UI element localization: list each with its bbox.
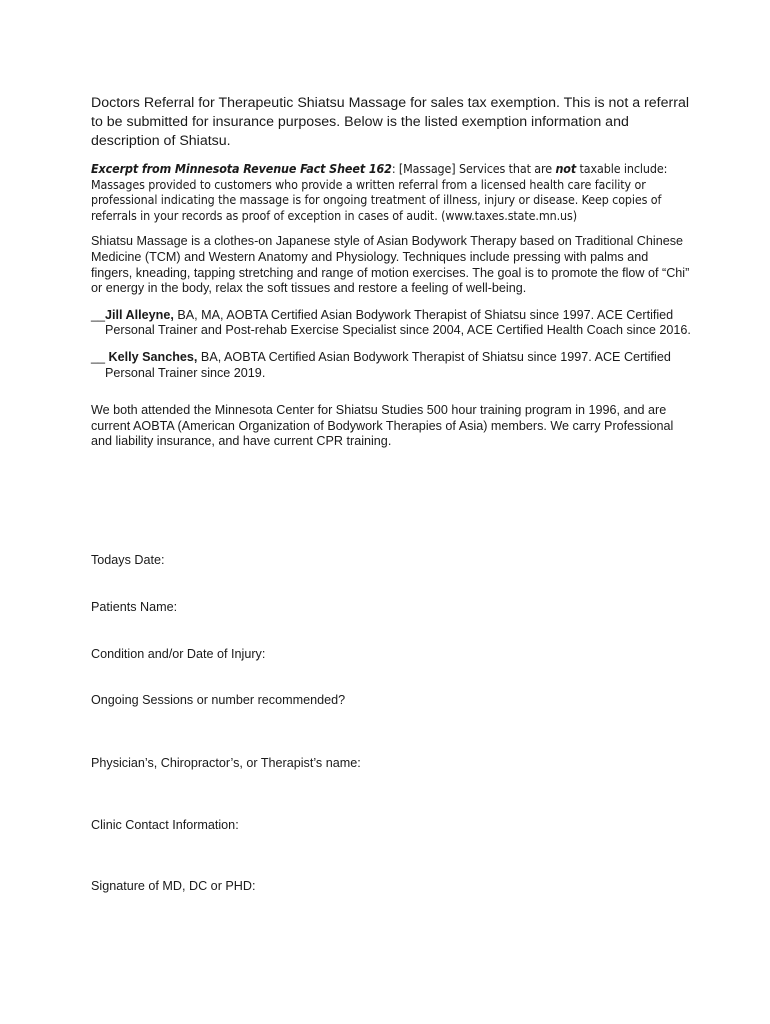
therapist-name-jill: Jill Alleyne, [105, 307, 174, 322]
intro-paragraph: Doctors Referral for Therapeutic Shiatsu Massage for sales tax exemption. This is not a referral to be submitted for insurance purposes. Below is the listed exemption information and description of Shiatsu. [91, 95, 689, 149]
patient-name-field[interactable]: Patients Name: [91, 600, 178, 614]
excerpt-paragraph [91, 161, 691, 223]
shiatsu-description: Shiatsu Massage is a clothes-on Japanese style of Asian Bodywork Therapy based on Traditional Chinese Medicine (TCM) and Western Anatomy and Physiology. Techniques include pressing with palms and fingers, kneading, tapping stretching and range of motion exercises. The goal is to promote the flow of “Chi” or energy in the body, relax the soft tissues and restore a feeling of well-being. [91, 234, 690, 296]
checkbox-blank-kelly[interactable]: __ [91, 349, 109, 364]
excerpt-text-1: : [Massage] Services that are [391, 161, 556, 176]
therapist-name-kelly: Kelly Sanches, [108, 349, 198, 364]
signature-field[interactable]: Signature of MD, DC or PHD: [91, 879, 256, 893]
excerpt-emphasis: not [555, 161, 577, 176]
clinic-contact-field[interactable]: Clinic Contact Information: [91, 818, 239, 832]
document-body [91, 94, 691, 461]
physician-name-field[interactable]: Physician’s, Chiropractor’s, or Therapist’s name: [91, 756, 361, 770]
excerpt-text-2: taxable include: Massages provided to customers who provide a written referral from a licensed health care facility or professional indicating the massage is for ongoing treatment of illness, injury or disease. Keep copies of referrals in your records as proof of exception in cases of audit. (www.taxes.state.mn.us) [91, 161, 668, 223]
therapist-credentials-kelly: BA, AOBTA Certified Asian Bodywork Therapist of Shiatsu since 1997. ACE Certified Personal Trainer since 2019. [105, 349, 671, 380]
therapist-jill [91, 308, 691, 339]
condition-field[interactable]: Condition and/or Date of Injury: [91, 647, 266, 661]
todays-date-field[interactable]: Todays Date: [91, 553, 165, 567]
checkbox-blank-jill[interactable]: __ [91, 307, 106, 322]
training-paragraph: We both attended the Minnesota Center for Shiatsu Studies 500 hour training program in 1996, and are current AOBTA (American Organization of Bodywork Therapies of Asia) members. We carry Professional and liability insurance, and have current CPR training. [91, 403, 674, 449]
sessions-field[interactable]: Ongoing Sessions or number recommended? [91, 693, 346, 707]
therapist-kelly [91, 350, 691, 381]
excerpt-source: Excerpt from Minnesota Revenue Fact Sheet 162 [91, 161, 392, 176]
therapist-credentials-jill: BA, MA, AOBTA Certified Asian Bodywork Therapist of Shiatsu since 1997. ACE Certified Personal Trainer and Post-rehab Exercise Specialist since 2004, ACE Certified Health Coach since 2016. [105, 307, 691, 338]
